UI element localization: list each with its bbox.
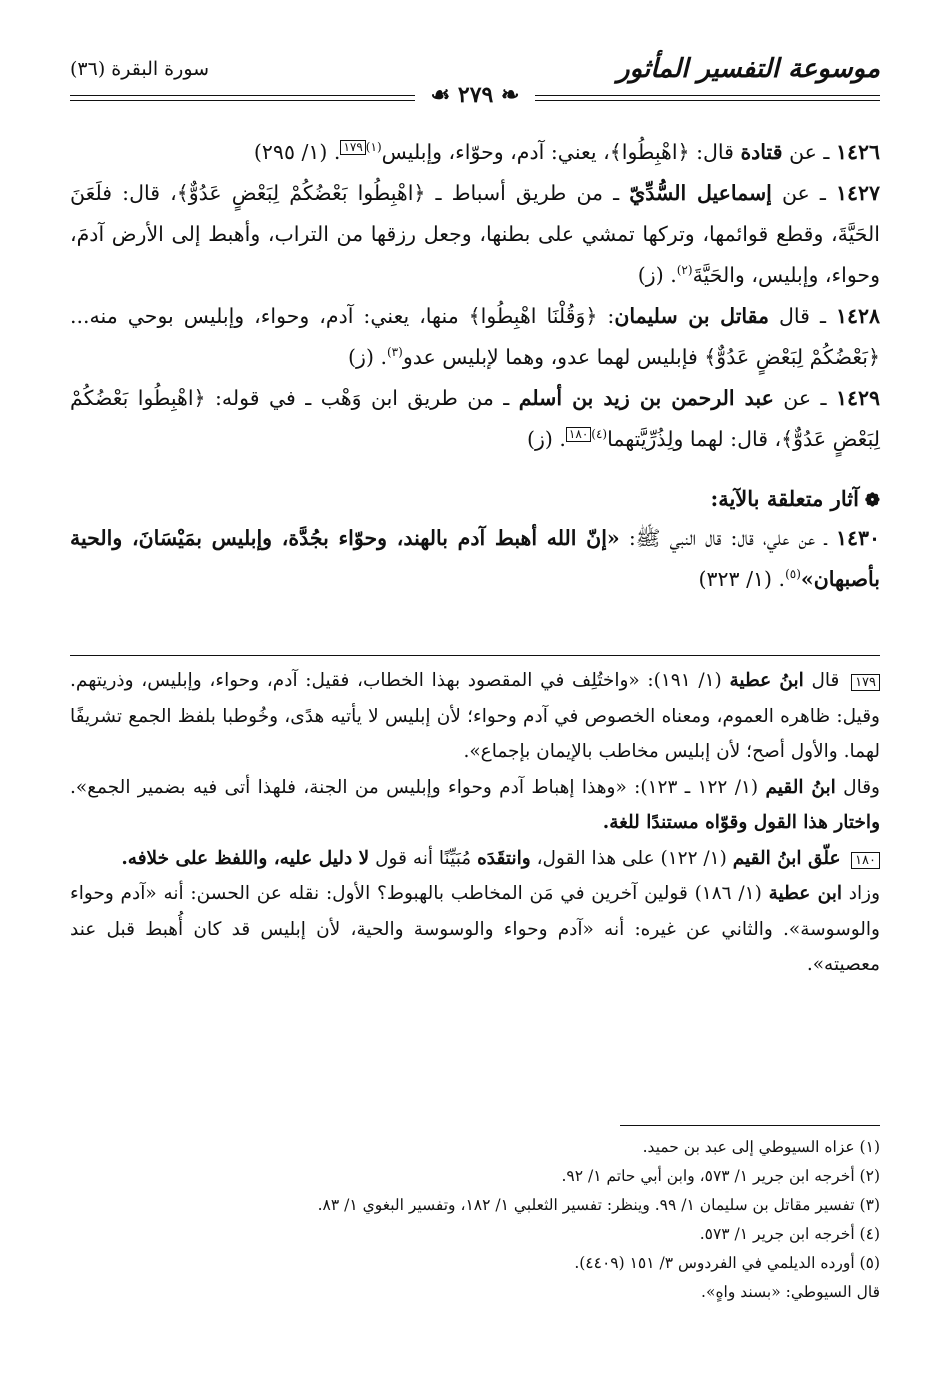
commentary-ref-box[interactable]: ١٧٩ [340,140,365,155]
book-page [70,50,880,1301]
hadith-entry: ١٤٣٠ ـ عن علي، قال: قال النبي ﷺ: «إنّ الله أهبط آدم بالهند، وحوّاء بجُدَّة، وإبليس بمَيْسَانَ، والحية بأصبهان»$^{(٥)}$. (١/ ٣٢٣) [70,526,880,591]
footnote-ref[interactable]: (٥) [785,567,801,582]
scholar-name: ابنُ عطية [729,670,804,691]
footnote-ref[interactable]: (١) [365,140,382,155]
note-180-continued: وزاد ابن عطية (١/ ١٨٦) قولين آخرين في مَن المخاطب بالهبوط؟ الأول: نقله عن الحسن: أنه «آدم وحواء والوسوسة». والثاني عن غيره: أنه «آدم وحواء والوسوسة والحية، لأن إبليس قد كان أُهبط قبل عند معصيته». [70,883,880,975]
note-180: ١٨٠ علّق ابنُ القيم (١/ ١٢٢) على هذا القول، وانتقَدَه مُبَيِّنًا أنه قول لا دليل عليه، واللفظ على خلافه. [70,841,880,877]
ornament-icon: ❧ [493,82,520,108]
footnote-ref[interactable]: (٣) [386,345,403,360]
note-number-box: ١٧٩ [851,674,880,691]
header-rule [70,82,880,108]
entry-number: ١٤٢٧ [835,181,880,205]
footnote-item: (٥) أورده الديلمي في الفردوس ٣/ ١٥١ (٤٤٠٩). [574,1254,880,1272]
footnote-ref[interactable]: (٢) [676,263,693,278]
entry-number: ١٤٢٨ [835,304,880,328]
note-179-continued: وقال ابنُ القيم (١/ ١٢٢ ـ ١٢٣): «وهذا إهباط آدم وحواء وإبليس من الجنة، فلهذا أتى فيه بضمير الجمع». واختار هذا القول وقوّاه مستندًا للغة. [70,776,880,833]
footnote-item: (٣) تفسير مقاتل بن سليمان ١/ ٩٩. وينظر: تفسير الثعلبي ١/ ١٨٢، وتفسير البغوي ١/ ٨٣. [317,1196,880,1214]
page-header [70,50,880,108]
narrator-name: قتادة [740,140,783,164]
entry-number: ١٤٢٦ [835,140,880,164]
athar-entry: ١٤٢٦ ـ عن قتادة قال: ﴿اهْبِطُوا﴾، يعني: آدم، وحوّاء، وإبليس$^{(١)}$١٧٩. (١/ ٢٩٥) [253,140,880,164]
surah-label: سورة البقرة (٣٦) [70,58,210,80]
section-heading: ❁آثار متعلقة بالآية: [70,482,880,518]
narrator-name: إسماعيل السُّدِّيّ [629,181,772,205]
athar-entry: ١٤٢٩ ـ عن عبد الرحمن بن زيد بن أسلم ـ من طريق ابن وَهْب ـ في قوله: ﴿اهْبِطُوا بَعْضُكُمْ لِبَعْضٍ عَدُوٌّ﴾، قال: لهما ولِذُرِّيَّتهما$^{(٤)}$١٨٠. (ز) [70,386,880,451]
header-rule-left [70,95,415,101]
footnote-ref[interactable]: (٤) [591,427,608,442]
scholar-name: ابن عطية [768,883,842,904]
ornament-icon: ☙ [430,82,458,108]
page-number: ❧ ٢٧٩ ☙ [430,82,520,108]
athar-entry: ١٤٢٨ ـ قال مقاتل بن سليمان: ﴿وَقُلْنَا اهْبِطُوا﴾ منها، يعني: آدم، وحواء، وإبليس بوحي منه... ﴿بَعْضُكُمْ لِبَعْضٍ عَدُوٌّ﴾ فإبليس لهما عدو، وهما لإبليس عدو$^{(٣)}$. (ز) [70,304,880,369]
hadith-text: «إنّ الله أهبط آدم بالهند، وحوّاء بجُدَّة، وإبليس بمَيْسَانَ، والحية بأصبهان» [70,526,880,591]
entry-number: ١٤٢٩ [835,386,880,410]
commentary-ref-box[interactable]: ١٨٠ [566,427,591,442]
athar-entry: ١٤٢٧ ـ عن إسماعيل السُّدِّيّ ـ من طريق أسباط ـ ﴿اهْبِطُوا بَعْضُكُمْ لِبَعْضٍ عَدُوٌّ﴾، قال: فلَعَنَ الحَيَّةَ، وقطع قوائمها، وتركها تمشي على بطنها، وجعل رزقها من التراب، وأهبط إلى الأرض آدمَ، وحواء، وإبليس، والحَيَّةَ$^{(٢)}$. (ز) [70,181,880,287]
notes-divider [70,655,880,656]
narrator-name: عبد الرحمن بن زيد بن أسلم [518,386,774,410]
flower-ornament-icon: ❁ [864,490,880,511]
note-number-box: ١٨٠ [851,852,880,869]
footnote-item: (٢) أخرجه ابن جرير ١/ ٥٧٣، وابن أبي حاتم ١/ ٩٢. [561,1167,880,1185]
footnote-item: قال السيوطي: «بسند واهٍ». [701,1283,880,1301]
footnote-item: (١) عزاه السيوطي إلى عبد بن حميد. [642,1138,880,1156]
footnote-divider [620,1125,880,1126]
scholar-name: ابنُ القيم [765,776,836,798]
entry-number: ١٤٣٠ [835,526,880,550]
footnote-item: (٤) أخرجه ابن جرير ١/ ٥٧٣. [699,1225,880,1243]
note-179: ١٧٩ قال ابنُ عطية (١/ ١٩١): «واختُلِف في المقصود بهذا الخطاب، فقيل: آدم، وحواء، وإبليس، وذريتهم. وقيل: ظاهره العموم، ومعناه الخصوص في آدم وحواء؛ لأن إبليس لا يأتيه هدًى، وخُوطبا بلفظ الجمع تشريفًا لهما. والأول أصح؛ لأن إبليس مخاطب بالإيمان بإجماع». [70,670,880,762]
book-title: موسوعة التفسير المأثور [617,54,880,84]
header-rule-right [535,95,880,101]
narrator-name: مقاتل بن سليمان [614,304,769,328]
footnotes [70,1133,880,1307]
commentary-notes [70,663,880,983]
main-text [70,132,880,600]
